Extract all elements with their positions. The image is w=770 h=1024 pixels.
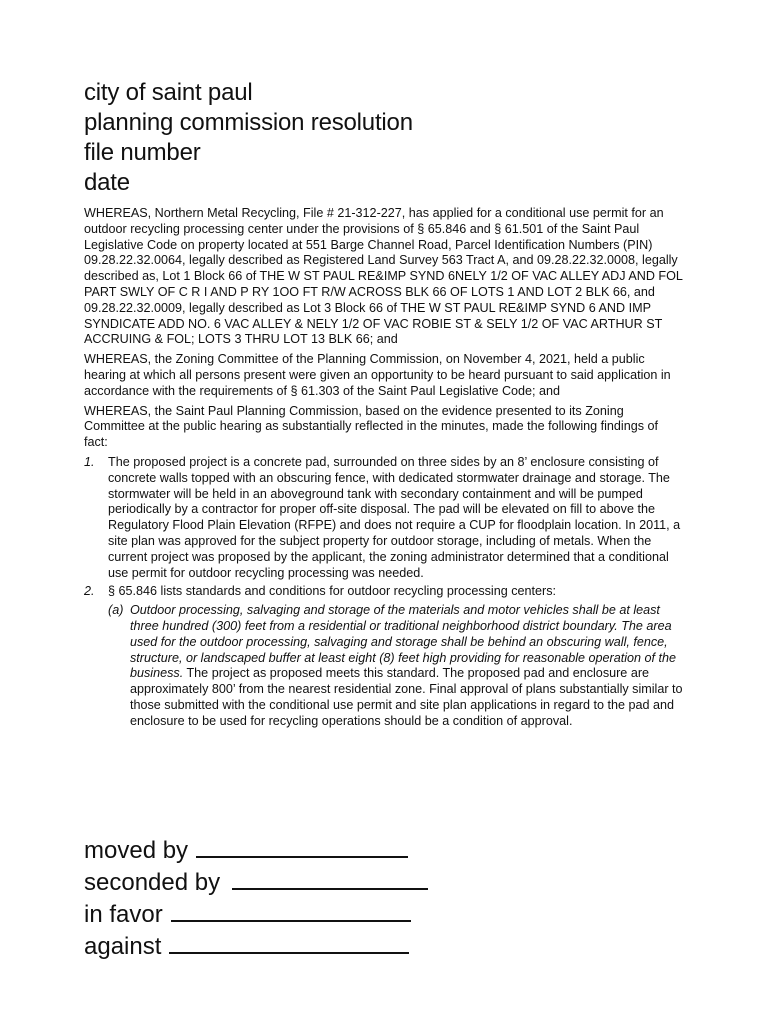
finding-item (84, 584, 684, 729)
finding-number: 2. (84, 584, 95, 599)
quoted-standard: Outdoor processing, salvaging and storage of the materials and motor vehicles shall be at least three hundred (300) feet from a residential or traditional neighborhood district boundary. The area used for the outdoor processing, salvaging and storage shall be behind an obscuring wall, fence, structure, or landscaped buffer at least eight (8) feet high providing for reasonable operation of the business. (130, 603, 677, 681)
against-line (84, 930, 684, 962)
whereas-paragraph-2: WHEREAS, the Zoning Committee of the Planning Commission, on November 4, 2021, held a public hearing at which all persons present were given an opportunity to be heard pursuant to said application in accordance with the requirements of § 61.303 of the Saint Paul Legislative Code; and (84, 352, 671, 398)
vote-section (84, 834, 684, 962)
moved-by-line (84, 834, 684, 866)
finding-text: The proposed project is a concrete pad, surrounded on three sides by an 8’ enclosure consisting of concrete walls topped with an obscuring fence, with dedicated stormwater drainage and storage. The stormwater will be held in an aboveground tank with secondary containment and will be pumped periodically by a contractor for proper off-site disposal. The pad will be elevated on fill to above the Regulatory Flood Plain Elevation (RFPE) and does not require a CUP for floodplain location. In 2011, a site plan was approved for the subject property for outdoor storage, including of metals. When the current project was proposed by the applicant, the zoning administrator determined that a conditional use permit for outdoor recycling processing was needed. (108, 454, 681, 580)
city-title: city of saint paul (84, 79, 253, 106)
in-favor-line (84, 898, 684, 930)
commission-title: planning commission resolution (84, 109, 413, 136)
whereas-paragraph-3: WHEREAS, the Saint Paul Planning Commission, based on the evidence presented to its Zoning Committee at the public hearing as substantially reflected in the minutes, made the following findings of fact: (84, 403, 659, 450)
document-header (84, 78, 684, 198)
findings-list (84, 455, 684, 730)
seconded-by-blank[interactable] (232, 866, 428, 890)
finding-item (84, 455, 684, 581)
resolution-page (84, 78, 684, 733)
sub-item-label: (a) (108, 603, 124, 618)
moved-by-label: moved by (84, 837, 189, 864)
standard-analysis: The project as proposed meets this standard. The proposed pad and enclosure are approximately 800’ from the nearest residential zone. Final approval of plans substantially similar to those submitted with the conditional use permit and site plan applications in regard to the pad and enclosure to be used for recycling operations should be a condition of approval. (130, 666, 683, 728)
in-favor-label: in favor (84, 901, 163, 928)
seconded-by-line (84, 866, 684, 898)
seconded-by-label: seconded by (84, 869, 221, 896)
against-blank[interactable] (169, 930, 409, 954)
file-number-label: file number (84, 139, 201, 166)
moved-by-blank[interactable] (196, 834, 408, 858)
resolution-body (84, 206, 684, 730)
finding-sub-item (108, 603, 684, 729)
date-label: date (84, 169, 130, 196)
finding-text: § 65.846 lists standards and conditions for outdoor recycling processing centers: (108, 584, 557, 599)
finding-number: 1. (84, 454, 95, 469)
whereas-paragraph-1: WHEREAS, Northern Metal Recycling, File # 21-312-227, has applied for a conditional use permit for an outdoor recycling processing center under the provisions of § 65.846 and § 61.501 of the Saint Paul Legislative Code on property located at 551 Barge Channel Road, Parcel Identification Numbers (PIN) 09.28.22.32.0064, legally described as Registered Land Survey 563 Tract A, and 09.28.22.32.0008, legally described as, Lot 1 Block 66 of THE W ST PAUL RE&IMP SYND 6NELY 1/2 OF VAC ALLEY ADJ AND FOL PART SWLY OF C R I AND P RY 1OO FT R/W ACROSS BLK 66 OF LOTS 1 AND LOT 2 BLK 66, and 09.28.22.32.0009, legally described as Lot 3 Block 66 of THE W ST PAUL RE&IMP SYND 6 AND IMP SYNDICATE ADD NO. 6 VAC ALLEY & NELY 1/2 OF VAC ROBIE ST & SELY 1/2 OF VAC ARTHUR ST ACCRUING & FOL; LOTS 3 THRU LOT 13 BLK 66; and (84, 206, 683, 347)
against-label: against (84, 933, 162, 960)
in-favor-blank[interactable] (171, 898, 411, 922)
